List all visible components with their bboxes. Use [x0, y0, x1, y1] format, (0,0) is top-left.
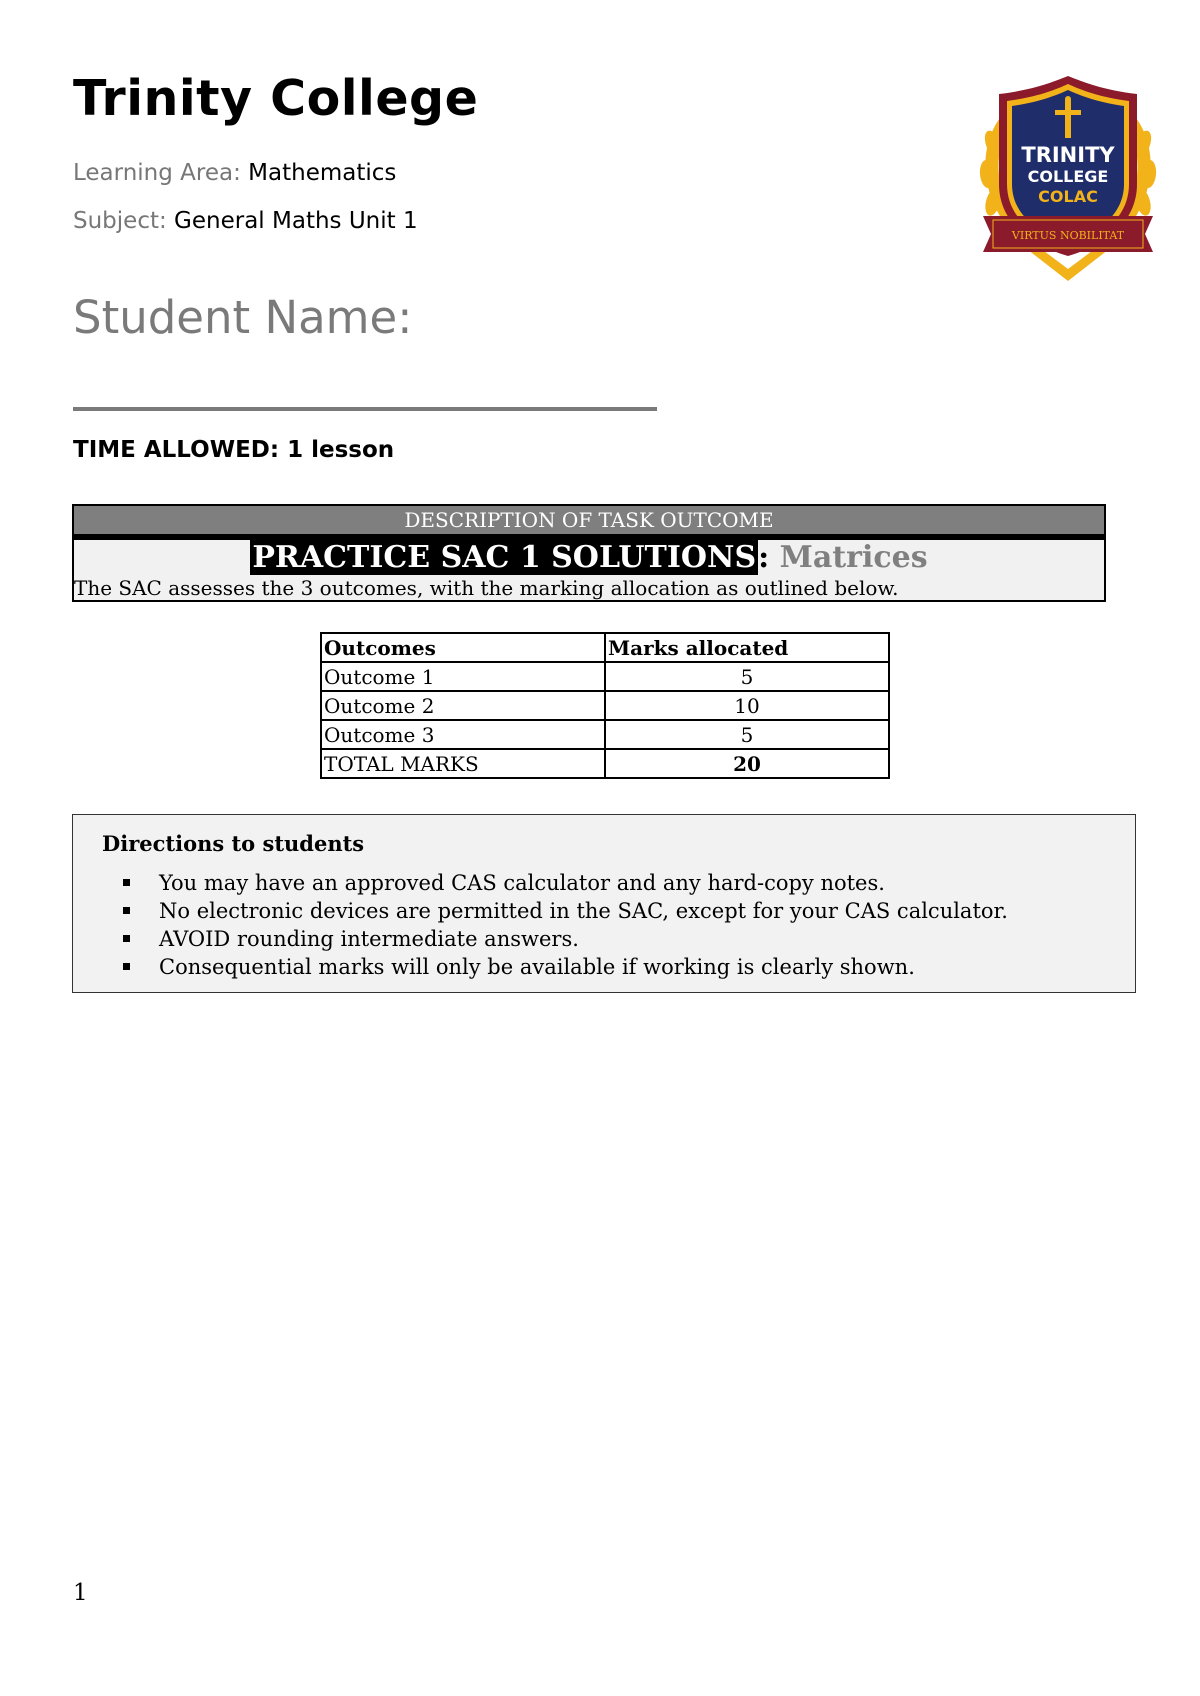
task-title-colon: : — [758, 540, 770, 575]
table-header-cell: Outcomes — [321, 633, 605, 662]
bullet-icon — [123, 935, 130, 942]
table-cell: Outcome 2 — [321, 691, 605, 720]
table-total-value: 20 — [605, 749, 889, 778]
bullet-icon — [123, 963, 130, 970]
direction-text: No electronic devices are permitted in the SAC, except for your CAS calculator. — [159, 899, 1008, 923]
logo-line-2: COLLEGE — [1027, 167, 1109, 186]
bullet-icon — [123, 879, 130, 886]
list-item — [123, 897, 1008, 925]
learning-area — [73, 160, 396, 186]
table-cell: 10 — [605, 691, 889, 720]
marks-table — [320, 632, 890, 779]
table-cell: Outcome 1 — [321, 662, 605, 691]
learning-area-value: Mathematics — [248, 160, 397, 186]
table-header-cell: Marks allocated — [605, 633, 889, 662]
task-description-box — [72, 504, 1106, 602]
table-row — [321, 691, 889, 720]
directions-title: Directions to students — [102, 831, 365, 856]
subject-value: General Maths Unit 1 — [174, 208, 418, 234]
task-title — [74, 539, 1104, 577]
table-header-row — [321, 633, 889, 662]
table-row — [321, 662, 889, 691]
page-number: 1 — [73, 1580, 88, 1606]
list-item — [123, 925, 1008, 953]
logo-motto: VIRTUS NOBILITAT — [1011, 229, 1125, 242]
direction-text: AVOID rounding intermediate answers. — [159, 927, 579, 951]
list-item — [123, 869, 1008, 897]
table-cell: 5 — [605, 720, 889, 749]
student-name-label: Student Name: — [73, 291, 413, 344]
logo-line-1: TRINITY — [1021, 143, 1115, 167]
directions-box — [72, 814, 1136, 993]
task-title-topic: Matrices — [769, 540, 928, 575]
bullet-icon — [123, 907, 130, 914]
task-description-text: The SAC assesses the 3 outcomes, with the marking allocation as outlined below. — [74, 576, 899, 600]
table-cell: Outcome 3 — [321, 720, 605, 749]
directions-list — [123, 869, 1008, 981]
subject-label: Subject: — [73, 208, 167, 234]
learning-area-label: Learning Area: — [73, 160, 241, 186]
time-allowed: TIME ALLOWED: 1 lesson — [73, 437, 395, 463]
logo-line-3: COLAC — [1038, 187, 1098, 206]
task-title-highlight: PRACTICE SAC 1 SOLUTIONS — [252, 540, 757, 575]
table-cell: 5 — [605, 662, 889, 691]
table-total-label: TOTAL MARKS — [321, 749, 605, 778]
table-row — [321, 720, 889, 749]
college-crest-logo — [973, 74, 1163, 286]
student-name-line — [73, 407, 657, 411]
direction-text: Consequential marks will only be available if working is clearly shown. — [159, 955, 915, 979]
task-description-heading: DESCRIPTION OF TASK OUTCOME — [74, 506, 1104, 540]
table-total-row — [321, 749, 889, 778]
school-title: Trinity College — [73, 70, 479, 127]
subject — [73, 208, 418, 234]
list-item — [123, 953, 1008, 981]
direction-text: You may have an approved CAS calculator and any hard-copy notes. — [159, 871, 885, 895]
